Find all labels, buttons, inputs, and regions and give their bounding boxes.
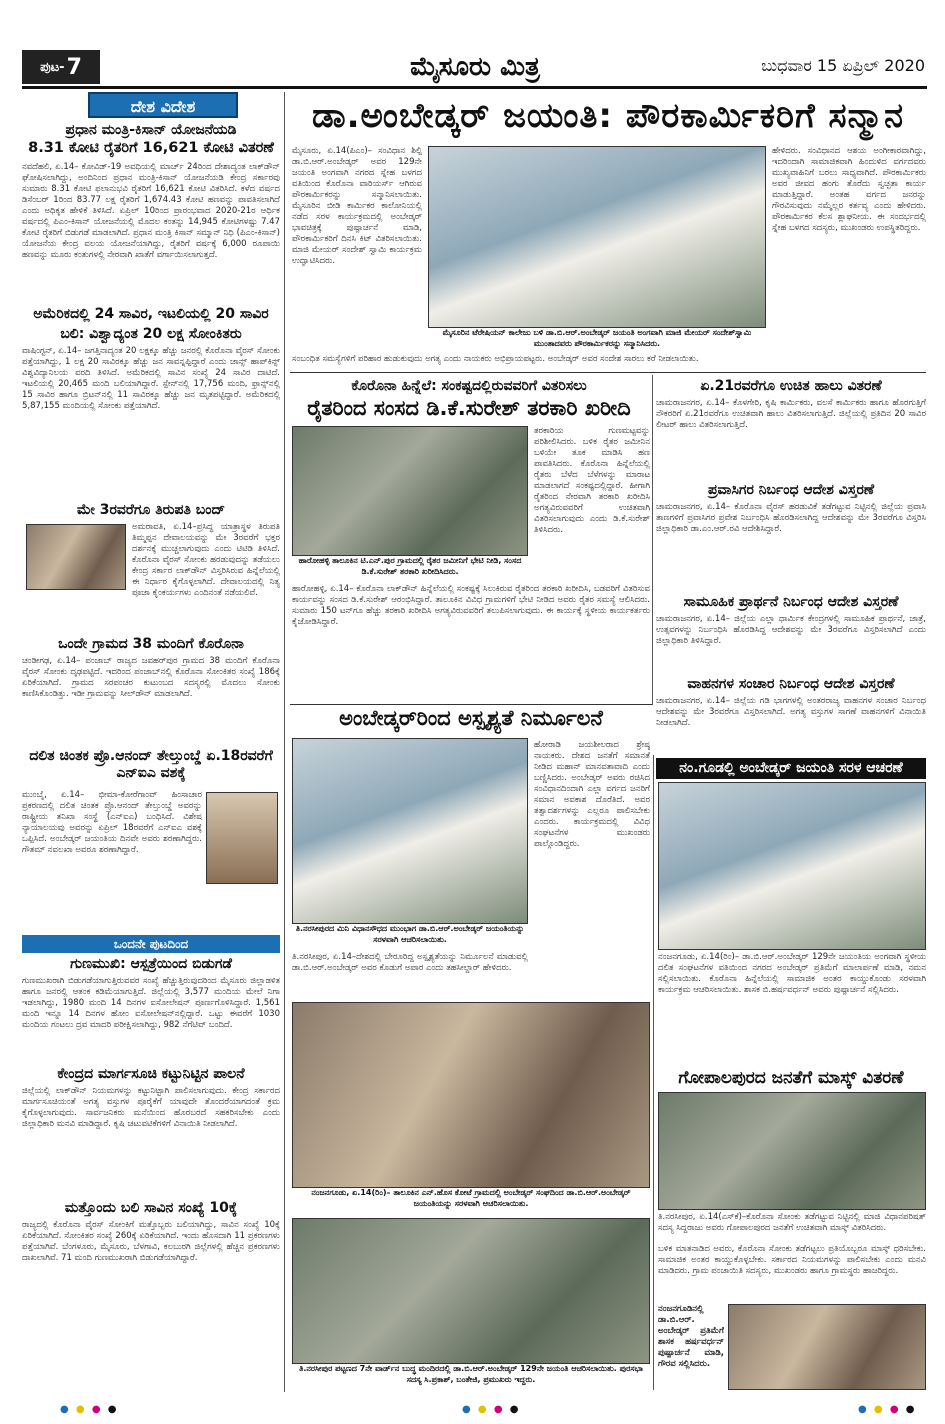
story4-headline: ಒಂದೇ ಗ್ರಾಮದ 38 ಮಂದಿಗೆ ಕೊರೊನಾ [58,636,244,652]
story1-kicker: ಪ್ರಧಾನ ಮಂತ್ರಿ-ಕಿಸಾನ್ ಯೋಜನೆಯಡಿ [65,122,237,138]
ambedkar-caption-3: ತಿ.ನರಸೀಪುರ ಪಟ್ಟಣದ 7ನೇ ವಾರ್ಡ್‌ನ ಬುದ್ಧ ಮಂದಿರದಲ್ಲಿ ಡಾ.ಬಿ.ಆರ್.ಅಂಬೇಡ್ಕರ್ 129ನೇ ಜಯಂತಿ ಆಚರಿಸಲಾಯಿತು. ಪುರಸಭಾ ಸದಸ್ಯ ಸಿ.ಪ್ರಕಾಶ್, ಬಂತೇಜಿ, ಪ್ರಮುಖರು ಇದ್ದರು. [292,1364,650,1388]
story3-body: ಅಮರಾವತಿ, ಏ.14–ಪ್ರಸಿದ್ಧ ಯಾತ್ರಾಸ್ಥಳ ತಿರುಪತಿ ತಿಮ್ಮಪ್ಪನ ದೇವಾಲಯವನ್ನು ಮೇ 3ರವರೆಗೆ ಭಕ್ತರ ದರ್ಶನಕ್ಕೆ ಮುಚ್ಚಲಾಗುವುದು ಎಂದು ಟಿಟಿಡಿ ತಿಳಿಸಿದೆ. ಕೊರೊನಾ ವೈರಸ್ ಸೋಂಕು ಹರಡುವುದನ್ನು ತಡೆಯಲು ಕೇಂದ್ರ ಸರ್ಕಾರ ಲಾಕ್‌ಡೌನ್ ವಿಸ್ತರಿಸಿರುವ ಹಿನ್ನೆಲೆಯಲ್ಲಿ ಈ ನಿರ್ಧಾರ ಕೈಗೊಳ್ಳಲಾಗಿದೆ. ದೇವಾಲಯದಲ್ಲಿ ನಿತ್ಯ ಪೂಜಾ ಕೈಂಕರ್ಯಗಳು ಎಂದಿನಂತೆ ನಡೆಯಲಿವೆ. [132,522,280,598]
section-rule [290,372,926,373]
middle-body-bottom: ಹಾರೋಹಳ್ಳಿ, ಏ.14– ಕೊರೊನಾ ಲಾಕ್‌ಡೌನ್ ಹಿನ್ನೆಲೆಯಲ್ಲಿ ಸಂಕಷ್ಟಕ್ಕೆ ಸಿಲುಕಿರುವ ರೈತರಿಂದ ತರಕಾರಿ ಖರೀದಿಸಿ, ಬಡವರಿಗೆ ವಿತರಿಸುವ ಕಾರ್ಯವನ್ನು ಸಂಸದ ಡಿ.ಕೆ.ಸುರೇಶ್ ಆರಂಭಿಸಿದ್ದಾರೆ. ತಾಲೂಕಿನ ವಿವಿಧ ಗ್ರಾಮಗಳಿಗೆ ಭೇಟಿ ನೀಡಿದ ಅವರು ರೈತರ ಸಮಸ್ಯೆ ಆಲಿಸಿದರು. ಸುಮಾರು 150 ಟನ್‌ಗೂ ಹೆಚ್ಚು ತರಕಾರಿ ಖರೀದಿಸಿ ಅಗತ್ಯವಿರುವವರಿಗೆ ತಲುಪಿಸಲಾಗುವುದು. ಈ ಕಾರ್ಯಕ್ಕೆ ಸ್ಥಳೀಯ ಕಾರ್ಯಕರ್ತರು ಕೈಜೋಡಿಸಿದ್ದಾರೆ. [292,584,650,627]
ambedkar-photo-3 [292,1218,650,1364]
lead-photo [428,146,766,328]
lead-body-left: ಮೈಸೂರು, ಏ.14(ಪಿಎಂ)– ಸಂವಿಧಾನ ಶಿಲ್ಪಿ ಡಾ.ಬಿ.ಆರ್.ಅಂಬೇಡ್ಕರ್ ಅವರ 129ನೇ ಜಯಂತಿ ಅಂಗವಾಗಿ ನಗರದ ಸ್ನೇಹ ಬಳಗದ ವತಿಯಿಂದ ಕೊರೊನಾ ವಾರಿಯರ್ಸ್ ಆಗಿರುವ ಪೌರಕಾರ್ಮಿಕರನ್ನು ಸನ್ಮಾನಿಸಲಾಯಿತು. ಮೈಸೂರಿನ ಬೀಡಿ ಕಾರ್ಮಿಕರ ಕಾಲೋನಿಯಲ್ಲಿ ನಡೆದ ಸರಳ ಕಾರ್ಯಕ್ರಮದಲ್ಲಿ ಅಂಬೇಡ್ಕರ್ ಭಾವಚಿತ್ರಕ್ಕೆ ಪುಷ್ಪಾರ್ಚನೆ ಮಾಡಿ, ಪೌರಕಾರ್ಮಿಕರಿಗೆ ದಿನಸಿ ಕಿಟ್ ವಿತರಿಸಲಾಯಿತು. ಮಾಜಿ ಮೇಯರ್ ಸಂದೇಶ್ ಸ್ವಾಮಿ ಕಾರ್ಯಕ್ರಮ ಉದ್ಘಾಟಿಸಿದರು. [292,146,422,266]
section-rule [290,704,652,705]
ambedkar-headline: ಅಂಬೇಡ್ಕರ್‌ರಿಂದ ಅಸ್ಪೃಶ್ಯತೆ ನಿರ್ಮೂಲನೆ [339,706,603,730]
mask-caption: ತಿ.ನರಸೀಪುರ, ಏ.14(ಎಸ್‌ಕೆ)–ಕೊರೊನಾ ಸೋಂಕು ತಡೆಗಟ್ಟುವ ನಿಟ್ಟಿನಲ್ಲಿ ಮಾಜಿ ವಿಧಾನಪರಿಷತ್ ಸದಸ್ಯ ಸಿದ್ದರಾಜು ಅವರು ಗೋಪಾಲಪುರದ ಜನತೆಗೆ ಉಚಿತವಾಗಿ ಮಾಸ್ಕ್ ವಿತರಿಸಿದರು. [658,1212,926,1233]
page-label: ಪುಟ- [40,59,65,75]
middle-headline: ರೈತರಿಂದ ಸಂಸದ ಡಿ.ಕೆ.ಸುರೇಶ್ ತರಕಾರಿ ಖರೀದಿ [307,396,631,420]
lead-footer-text: ಸಂಬಂಧಿತ ಸಮಸ್ಯೆಗಳಿಗೆ ಪರಿಹಾರ ಹುಡುಕುವುದು ಅಗತ್ಯ ಎಂದು ನಾಯಕರು ಅಭಿಪ್ರಾಯಪಟ್ಟರು. ಅಂಬೇಡ್ಕರ್ ಅವರ ಸಂದೇಶ ಸಾರಲು ಕರೆ ನೀಡಲಾಯಿತು. [292,354,699,364]
story3-headline: ಮೇ 3ರವರೆಗೂ ತಿರುಪತಿ ಬಂದ್ [76,502,226,518]
story2-headline: ಅಮೆರಿಕದಲ್ಲಿ 24 ಸಾವಿರ, ಇಟಲಿಯಲ್ಲಿ 20 ಸಾವಿರ [33,306,269,322]
story2-subhead: ಬಲಿ: ವಿಶ್ವಾದ್ಯಂತ 20 ಲಕ್ಷ ಸೋಂಕಿತರು [60,326,242,342]
middle-caption: ಹಾರೋಹಳ್ಳಿ ತಾಲೂಕಿನ ಟಿ.ಎನ್.ಪುರ ಗ್ರಾಮದಲ್ಲಿ ರೈತರ ಜಮೀನಿಗೆ ಭೇಟಿ ನೀಡಿ, ಸಂಸದ ಡಿ.ಕೆ.ಸುರೇಶ್ ತರಕಾರಿ ಖರೀದಿಸಿದರು. [292,556,528,580]
nanjangud-body: ನಂಜನಗೂಡು, ಏ.14(ರಿಂ)– ಡಾ.ಬಿ.ಆರ್.ಅಂಬೇಡ್ಕರ್ 129ನೇ ಜಯಂತಿಯ ಅಂಗವಾಗಿ ಸ್ಥಳೀಯ ದಲಿತ ಸಂಘಟನೆಗಳ ವತಿಯಿಂದ ನಗರದ ಅಂಬೇಡ್ಕರ್ ಪ್ರತಿಮೆಗೆ ಮಾಲಾರ್ಪಣೆ ಮಾಡಿ, ನಮನ ಸಲ್ಲಿಸಲಾಯಿತು. ಕೊರೊನಾ ಹಿನ್ನೆಲೆಯಲ್ಲಿ ಸಾಮಾಜಿಕ ಅಂತರ ಕಾಯ್ದುಕೊಂಡು ಸರಳವಾಗಿ ಕಾರ್ಯಕ್ರಮ ಆಚರಿಸಲಾಯಿತು. ಶಾಸಕ ಬಿ.ಹರ್ಷವರ್ಧನ್ ಅವರು ಪುಷ್ಪಾರ್ಚನೆ ಸಲ್ಲಿಸಿದರು. [658,952,926,995]
mask-headline: ಗೋಪಾಲಪುರದ ಜನತೆಗೆ ಮಾಸ್ಕ್ ವಿತರಣೆ [678,1068,904,1088]
middle-photo [292,426,528,556]
continued-label: ಒಂದನೇ ಪುಟದಿಂದ [22,935,280,953]
story8-headline: ಮತ್ತೊಂದು ಬಲಿ ಸಾವಿನ ಸಂಖ್ಯೆ 10ಕ್ಕೆ [64,1200,238,1216]
prayer-body: ಚಾಮರಾಜನಗರ, ಏ.14– ಜಿಲ್ಲೆಯ ಎಲ್ಲಾ ಧಾರ್ಮಿಕ ಕೇಂದ್ರಗಳಲ್ಲಿ ಸಾಮೂಹಿಕ ಪ್ರಾರ್ಥನೆ, ಜಾತ್ರೆ, ಉತ್ಸವಗಳನ್ನು ನಿರ್ಬಂಧಿಸಿ ಹೊರಡಿಸಿದ್ದ ಆದೇಶವನ್ನು ಮೇ 3ರವರೆಗೂ ವಿಸ್ತರಿಸಲಾಗಿದೆ ಎಂದು ಜಿಲ್ಲಾಧಿಕಾರಿ ತಿಳಿಸಿದ್ದಾರೆ. [656,614,926,646]
portrait-photo [206,792,278,884]
mask-body: ಬಳಿಕ ಮಾತನಾಡಿದ ಅವರು, ಕೊರೊನಾ ಸೋಂಕು ತಡೆಗಟ್ಟಲು ಪ್ರತಿಯೊಬ್ಬರೂ ಮಾಸ್ಕ್ ಧರಿಸಬೇಕು. ಸಾಮಾಜಿಕ ಅಂತರ ಕಾಯ್ದುಕೊಳ್ಳಬೇಕು. ಸರ್ಕಾರದ ನಿಯಮಗಳನ್ನು ಪಾಲಿಸಬೇಕು ಎಂದು ಮನವಿ ಮಾಡಿದರು. ಗ್ರಾಮ ಪಂಚಾಯಿತಿ ಸದಸ್ಯರು, ಮುಖಂಡರು ಹಾಗೂ ಗ್ರಾಮಸ್ಥರು ಹಾಜರಿದ್ದರು. [658,1244,926,1276]
ambedkar-body-right: ಹೋರಾಡಿ ಜಯಶೀಲರಾದ ಶ್ರೇಷ್ಠ ನಾಯಕರು. ದೇಶದ ಜನತೆಗೆ ಸಮಾನತೆ ನೀಡಿದ ಮಹಾನ್ ಮಾನವತಾವಾದಿ ಎಂದು ಬಣ್ಣಿಸಿದರು. ಅಂಬೇಡ್ಕರ್ ಅವರು ರಚಿಸಿದ ಸಂವಿಧಾನದಿಂದಾಗಿ ಎಲ್ಲಾ ವರ್ಗದ ಜನರಿಗೆ ಸಮಾನ ಅವಕಾಶ ದೊರೆತಿದೆ. ಅವರ ತತ್ವಾದರ್ಶಗಳನ್ನು ಎಲ್ಲರೂ ಪಾಲಿಸಬೇಕು ಎಂದರು. ಕಾರ್ಯಕ್ರಮದಲ್ಲಿ ವಿವಿಧ ಸಂಘಟನೆಗಳ ಮುಖಂಡರು ಪಾಲ್ಗೊಂಡಿದ್ದರು. [534,740,650,849]
story7-headline: ಕೇಂದ್ರದ ಮಾರ್ಗಸೂಚಿ ಕಟ್ಟುನಿಟ್ಟಿನ ಪಾಲನೆ [57,1066,245,1082]
registration-mark: ● ● ● ● [462,1404,521,1415]
temple-photo [26,524,126,590]
story2-body: ವಾಷಿಂಗ್ಟನ್, ಏ.14– ಜಗತ್ತಿನಾದ್ಯಂತ 20 ಲಕ್ಷಕ್ಕೂ ಹೆಚ್ಚು ಜನರಲ್ಲಿ ಕೊರೊನಾ ವೈರಸ್ ಸೋಂಕು ಪತ್ತೆಯಾಗಿದ್ದು, 1 ಲಕ್ಷ 20 ಸಾವಿರಕ್ಕೂ ಹೆಚ್ಚು ಜನ ಸಾವನ್ನಪ್ಪಿದ್ದಾರೆ ಎಂದು ಜಾನ್ಸ್ ಹಾಪ್‌ಕಿನ್ಸ್ ವಿಶ್ವವಿದ್ಯಾನಿಲಯ ವರದಿ ತಿಳಿಸಿದೆ. ಅಮೆರಿಕದಲ್ಲಿ ಸಾವಿನ ಸಂಖ್ಯೆ 24 ಸಾವಿರ ದಾಟಿದೆ. ಇಟಲಿಯಲ್ಲಿ 20,465 ಮಂದಿ ಬಲಿಯಾಗಿದ್ದಾರೆ. ಸ್ಪೇನ್‌ನಲ್ಲಿ 17,756 ಮಂದಿ, ಫ್ರಾನ್ಸ್‌ನಲ್ಲಿ 15 ಸಾವಿರ ಹಾಗೂ ಬ್ರಿಟನ್‌ನಲ್ಲಿ 11 ಸಾವಿರಕ್ಕೂ ಹೆಚ್ಚು ಜನ ಮೃತಪಟ್ಟಿದ್ದಾರೆ. ಅಮೆರಿಕದಲ್ಲಿ 5,87,155 ಮಂದಿಯಲ್ಲಿ ಸೋಂಕು ಪತ್ತೆಯಾಗಿದೆ. [22,346,280,411]
story7-body: ಜಿಲ್ಲೆಯಲ್ಲಿ ಲಾಕ್‌ಡೌನ್ ನಿಯಮಗಳನ್ನು ಕಟ್ಟುನಿಟ್ಟಾಗಿ ಪಾಲಿಸಲಾಗುವುದು. ಕೇಂದ್ರ ಸರ್ಕಾರದ ಮಾರ್ಗಸೂಚಿಯಂತೆ ಅಗತ್ಯ ವಸ್ತುಗಳ ಪೂರೈಕೆಗೆ ಯಾವುದೇ ತೊಂದರೆಯಾಗದಂತೆ ಕ್ರಮ ಕೈಗೊಳ್ಳಲಾಗುವುದು. ಸಾರ್ವಜನಿಕರು ಮನೆಯಿಂದ ಹೊರಬರದೆ ಸಹಕರಿಸಬೇಕು ಎಂದು ಜಿಲ್ಲಾಧಿಕಾರಿ ಮನವಿ ಮಾಡಿದ್ದಾರೆ. ಕೃಷಿ ಚಟುವಟಿಕೆಗಳಿಗೆ ವಿನಾಯಿತಿ ನೀಡಲಾಗಿದೆ. [22,1086,280,1129]
tourism-headline: ಪ್ರವಾಸಿಗರ ನಿರ್ಬಂಧ ಆದೇಶ ವಿಸ್ತರಣೆ [707,482,875,498]
column-divider [652,375,653,705]
page-number: 7 [66,54,82,80]
ambedkar-body-left: ತಿ.ನರಸೀಪುರ, ಏ.14–ದೇಶದಲ್ಲಿ ಬೇರೂರಿದ್ದ ಅಸ್ಪೃಶ್ಯತೆಯನ್ನು ನಿರ್ಮೂಲನೆ ಮಾಡುವಲ್ಲಿ ಡಾ.ಬಿ.ಆರ್.ಅಂಬೇಡ್ಕರ್ ಅವರ ಕೊಡುಗೆ ಅಪಾರ ಎಂದು ತಹಸೀಲ್ದಾರ್ ಹೇಳಿದರು. [292,952,528,973]
story6-headline: ಗುಣಮುಖಿ: ಆಸ್ಪತ್ರೆಯಿಂದ ಬಿಡುಗಡೆ [70,956,232,972]
section-label: ದೇಶ ವಿದೇಶ [88,92,238,118]
issue-date: ಬುಧವಾರ 15 ಏಪ್ರಿಲ್ 2020 [761,56,925,75]
mask-photo [658,1092,926,1210]
lead-headline: ಡಾ.ಅಂಬೇಡ್ಕರ್ ಜಯಂತಿ: ಪೌರಕಾರ್ಮಿಕರಿಗೆ ಸನ್ಮಾನ [311,96,905,136]
story8-body: ರಾಜ್ಯದಲ್ಲಿ ಕೊರೊನಾ ವೈರಸ್ ಸೋಂಕಿಗೆ ಮತ್ತೊಬ್ಬರು ಬಲಿಯಾಗಿದ್ದು, ಸಾವಿನ ಸಂಖ್ಯೆ 10ಕ್ಕೆ ಏರಿಕೆಯಾಗಿದೆ. ಸೋಂಕಿತರ ಸಂಖ್ಯೆ 260ಕ್ಕೆ ಏರಿಕೆಯಾಗಿದೆ. ಇಂದು ಹೊಸದಾಗಿ 11 ಪ್ರಕರಣಗಳು ಪತ್ತೆಯಾಗಿವೆ. ಬೆಂಗಳೂರು, ಮೈಸೂರು, ಬೆಳಗಾವಿ, ಕಲಬುರಗಿ ಜಿಲ್ಲೆಗಳಲ್ಲಿ ಹೆಚ್ಚಿನ ಪ್ರಕರಣಗಳು ದಾಖಲಾಗಿವೆ. 71 ಮಂದಿ ಗುಣಮುಖರಾಗಿ ಬಿಡುಗಡೆಯಾಗಿದ್ದಾರೆ. [22,1220,280,1263]
lead-caption: ಮೈಸೂರಿನ ಟೆರೇಷಿಯನ್ ಕಾಲೇಜು ಬಳಿ ಡಾ.ಬಿ.ಆರ್.ಅಂಬೇಡ್ಕರ್ ಜಯಂತಿ ಅಂಗವಾಗಿ ಮಾಜಿ ಮೇಯರ್ ಸಂದೇಶ್‌ಸ್ವಾಮಿ ಮುಂತಾದವರು ಪೌರಕಾರ್ಮಿಕರನ್ನು ಸನ್ಮಾನಿಸಿದರು. [428,328,766,352]
lead-body-right: ಹೇಳಿದರು. ಸಂವಿಧಾನದ ಆಶಯ ಅಂಗೀಕಾರವಾಗಿದ್ದು, ಇದರಿಂದಾಗಿ ಸಾಮಾಜಿಕವಾಗಿ ಹಿಂದುಳಿದ ವರ್ಗದವರು ಮುಖ್ಯವಾಹಿನಿಗೆ ಬರಲು ಸಾಧ್ಯವಾಗಿದೆ. ಪೌರಕಾರ್ಮಿಕರು ಅವರ ಜೀವದ ಹಂಗು ತೊರೆದು ಸ್ವಚ್ಛತಾ ಕಾರ್ಯ ಮಾಡುತ್ತಿದ್ದಾರೆ. ಅಂತಹ ವರ್ಗದ ಜನರನ್ನು ಗೌರವಿಸುವುದು ನಮ್ಮೆಲ್ಲರ ಕರ್ತವ್ಯ ಎಂದು ಹೇಳಿದರು. ಪೌರಕಾರ್ಮಿಕರ ಕೆಲಸ ಶ್ಲಾಘನೀಯ. ಈ ಸಂದರ್ಭದಲ್ಲಿ ಸ್ನೇಹ ಬಳಗದ ಸದಸ್ಯರು, ಮುಖಂಡರು ಉಪಸ್ಥಿತರಿದ್ದರು. [772,146,926,233]
story6-body: ಗುಣಮುಖರಾಗಿ ಬಿಡುಗಡೆಯಾಗುತ್ತಿರುವವರ ಸಂಖ್ಯೆ ಹೆಚ್ಚುತ್ತಿರುವುದರಿಂದ ಮೈಸೂರು ಜಿಲ್ಲಾಡಳಿತ ಹಾಗೂ ಜನರಲ್ಲಿ ಆತಂಕ ಕಡಿಮೆಯಾಗುತ್ತಿದೆ. ಜಿಲ್ಲೆಯಲ್ಲಿ 3,577 ಮಂದಿಯ ಮೇಲೆ ನಿಗಾ ಇಡಲಾಗಿದ್ದು, 1980 ಮಂದಿ 14 ದಿನಗಳ ಐಸೋಲೇಷನ್ ಪೂರ್ಣಗೊಳಿಸಿದ್ದಾರೆ. 1,561 ಮಂದಿ ಇನ್ನೂ 14 ದಿನಗಳ ಹೋಂ ಐಸೋಲೇಷನ್‌ನಲ್ಲಿದ್ದಾರೆ. ಒಟ್ಟು ಈವರೆಗೆ 1030 ಮಂದಿಯ ಗಂಟಲು ದ್ರವ ಮಾದರಿ ಪರೀಕ್ಷಿಸಲಾಗಿದ್ದು, 982 ನೆಗೆಟಿವ್ ಬಂದಿದೆ. [22,976,280,1030]
page-number-box [22,50,100,84]
registration-mark: ● ● ● ● [858,1404,917,1415]
middle-kicker: ಕೊರೊನಾ ಹಿನ್ನೆಲೆ: ಸಂಕಷ್ಟದಲ್ಲಿರುವವರಿಗೆ ವಿತರಿಸಲು [351,378,587,394]
story1-headline: 8.31 ಕೋಟಿ ರೈತರಿಗೆ 16,621 ಕೋಟಿ ವಿತರಣೆ [28,140,274,156]
milk-headline: ಏ.21ರವರೆಗೂ ಉಚಿತ ಹಾಲು ವಿತರಣೆ [700,378,882,394]
nanjangud-photo [658,782,926,950]
ambedkar-photo-1 [292,738,528,924]
registration-mark: ● ● ● ● [60,1404,119,1415]
ambedkar-photo-2 [292,1002,650,1188]
newspaper-title: ಮೈಸೂರು ಮಿತ್ರ [410,52,540,82]
story5-body: ಮುಂಬೈ, ಏ.14– ಭೀಮಾ-ಕೋರೆಗಾಂವ್ ಹಿಂಸಾಚಾರ ಪ್ರಕರಣದಲ್ಲಿ ದಲಿತ ಚಿಂತಕ ಪ್ರೊ.ಆನಂದ್ ತೇಲ್ತುಂಬ್ಡೆ ಅವರನ್ನು ರಾಷ್ಟ್ರೀಯ ತನಿಖಾ ಸಂಸ್ಥೆ (ಎನ್‌ಐಎ) ಬಂಧಿಸಿದೆ. ವಿಶೇಷ ನ್ಯಾಯಾಲಯವು ಅವರನ್ನು ಏಪ್ರಿಲ್ 18ರವರೆಗೆ ಎನ್‌ಐಎ ವಶಕ್ಕೆ ಒಪ್ಪಿಸಿದೆ. ಅಂಬೇಡ್ಕರ್ ಜಯಂತಿಯ ದಿನವೇ ಅವರು ಶರಣಾಗಿದ್ದರು. ಗೌತಮ್ ನವಲಖಾ ಅವರೂ ಶರಣಾಗಿದ್ದಾರೆ. [22,790,202,855]
milk-body: ಚಾಮರಾಜನಗರ, ಏ.14– ಕೊಳಗೇರಿ, ಕೃಷಿ ಕಾರ್ಮಿಕರು, ವಲಸೆ ಕಾರ್ಮಿಕರು ಹಾಗೂ ಹೊರಗುತ್ತಿಗೆ ನೌಕರರಿಗೆ ಏ.21ರವರೆಗೂ ಉಚಿತವಾಗಿ ಹಾಲು ವಿತರಿಸಲಾಗುತ್ತಿದೆ. ಜಿಲ್ಲೆಯಲ್ಲಿ ಪ್ರತಿದಿನ 20 ಸಾವಿರ ಲೀಟರ್ ಹಾಲು ವಿತರಿಸಲಾಗುತ್ತಿದೆ. [656,398,926,430]
vehicle-headline: ವಾಹನಗಳ ಸಂಚಾರ ನಿರ್ಬಂಧ ಆದೇಶ ವಿಸ್ತರಣೆ [687,676,895,692]
column-divider [284,92,285,1392]
statue-photo [728,1304,926,1390]
nanjangud-headline: ನಂ.ಗೂಡಲ್ಲಿ ಅಂಬೇಡ್ಕರ್ ಜಯಂತಿ ಸರಳ ಆಚರಣೆ [656,758,926,779]
vehicle-body: ಚಾಮರಾಜನಗರ, ಏ.14– ಜಿಲ್ಲೆಯ ಗಡಿ ಭಾಗಗಳಲ್ಲಿ ಅಂತರರಾಜ್ಯ ವಾಹನಗಳ ಸಂಚಾರ ನಿರ್ಬಂಧ ಆದೇಶವನ್ನು ಮೇ 3ರವರೆಗೂ ವಿಸ್ತರಿಸಲಾಗಿದೆ. ಅಗತ್ಯ ವಸ್ತುಗಳ ಸಾಗಣೆ ವಾಹನಗಳಿಗೆ ವಿನಾಯಿತಿ ನೀಡಲಾಗಿದೆ. [656,696,926,728]
masthead-rule [22,86,927,89]
ambedkar-caption-2: ನಂಜನಗೂಡು, ಏ.14(ರಿಂ)– ತಾಲೂಕಿನ ಎನ್.ಹೊಸ ಕೋಟೆ ಗ್ರಾಮದಲ್ಲಿ ಅಂಬೇಡ್ಕರ್ ಸಂಘದಿಂದ ಡಾ.ಬಿ.ಆರ್.ಅಂಬೇಡ್ಕರ್ ಜಯಂತಿಯನ್ನು ಸರಳವಾಗಿ ಆಚರಿಸಲಾಯಿತು. [292,1188,650,1214]
ambedkar-caption-1: ತಿ.ನರಸೀಪುರದ ಮಿನಿ ವಿಧಾನಸೌಧದ ಮುಂಭಾಗ ಡಾ.ಬಿ.ಆರ್.ಅಂಬೇಡ್ಕರ್ ಜಯಂತಿಯನ್ನು ಸರಳವಾಗಿ ಆಚರಿಸಲಾಯಿತು. [292,924,528,948]
prayer-headline: ಸಾಮೂಹಿಕ ಪ್ರಾರ್ಥನೆ ನಿರ್ಬಂಧ ಆದೇಶ ವಿಸ್ತರಣೆ [683,594,899,610]
story4-body: ಚಂಡೀಗಢ, ಏ.14– ಪಂಜಾಬ್ ರಾಜ್ಯದ ಜವಹರ್‌ಪುರ ಗ್ರಾಮದ 38 ಮಂದಿಗೆ ಕೊರೊನಾ ವೈರಸ್ ಸೋಂಕು ದೃಢಪಟ್ಟಿದೆ. ಇದರಿಂದ ಪಂಜಾಬ್‌ನಲ್ಲಿ ಕೊರೊನಾ ಸೋಂಕಿತರ ಸಂಖ್ಯೆ 186ಕ್ಕೆ ಏರಿಕೆಯಾಗಿದೆ. ಗ್ರಾಮದ ಸರಪಂಚರ ಕುಟುಂಬದ ಸದಸ್ಯರಲ್ಲಿ ಮೊದಲು ಸೋಂಕು ಕಾಣಿಸಿಕೊಂಡಿತ್ತು. ಇಡೀ ಗ್ರಾಮವನ್ನು ಸೀಲ್‌ಡೌನ್ ಮಾಡಲಾಗಿದೆ. [22,656,280,699]
tourism-body: ಚಾಮರಾಜನಗರ, ಏ.14– ಕೊರೊನಾ ವೈರಸ್ ಹರಡುವಿಕೆ ತಡೆಗಟ್ಟುವ ನಿಟ್ಟಿನಲ್ಲಿ ಜಿಲ್ಲೆಯ ಪ್ರವಾಸಿ ತಾಣಗಳಿಗೆ ಪ್ರವಾಸಿಗರ ಪ್ರವೇಶ ನಿರ್ಬಂಧಿಸಿ ಹೊರಡಿಸಲಾಗಿದ್ದ ಆದೇಶವನ್ನು ಮೇ 3ರವರೆಗೂ ವಿಸ್ತರಿಸಿ ಜಿಲ್ಲಾಧಿಕಾರಿ ಡಾ.ಎಂ.ಆರ್.ರವಿ ಆದೇಶಿಸಿದ್ದಾರೆ. [656,502,926,534]
mask-small-caption: ನಂಜನಗೂಡಿನಲ್ಲಿ ಡಾ.ಬಿ.ಆರ್. ಅಂಬೇಡ್ಕರ್ ಪ್ರತಿಮೆಗೆ ಶಾಸಕ ಹರ್ಷವರ್ಧನ್ ಪುಷ್ಪಾರ್ಚನೆ ಮಾಡಿ, ಗೌರವ ಸಲ್ಲಿಸಿದರು. [658,1304,724,1369]
story5-headline: ದಲಿತ ಚಿಂತಕ ಪ್ರೊ.ಆನಂದ್ ತೇಲ್ತುಂಬ್ಡೆ ಏ.18ರವರೆಗೆ ಎನ್‌ಐಎ ವಶಕ್ಕೆ [29,748,273,781]
story1-body: ನವದೆಹಲಿ, ಏ.14– ಕೋವಿಡ್-19 ಅವಧಿಯಲ್ಲಿ ಮಾರ್ಚ್ 24ರಿಂದ ದೇಶಾದ್ಯಂತ ಲಾಕ್‌ಡೌನ್ ಘೋಷಿಸಲಾಗಿದ್ದು, ಅಂದಿನಿಂದ ಪ್ರಧಾನ ಮಂತ್ರಿ-ಕಿಸಾನ್ ಯೋಜನೆಯಡಿ ಕೇಂದ್ರ ಸರ್ಕಾರವು ಸುಮಾರು 8.31 ಕೋಟಿ ಫಲಾನುಭವಿ ರೈತರಿಗೆ 16,621 ಕೋಟಿ ವಿತರಿಸಿದೆ. ಕಳೆದ ವರ್ಷದ ಡಿಸೆಂಬರ್ 1ರಿಂದ 83.77 ಲಕ್ಷ ರೈತರಿಗೆ 1,674.43 ಕೋಟಿ ಹಣವನ್ನು ಪಾವತಿಸಲಾಗಿದೆ ಎಂದು ಅಧಿಕೃತ ಹೇಳಿಕೆ ತಿಳಿಸಿದೆ. ಏಪ್ರಿಲ್ 10ರಿಂದ ಪ್ರಾರಂಭವಾದ 2020-21ರ ಆರ್ಥಿಕ ವರ್ಷದಲ್ಲಿ ಪಿಎಂ-ಕಿಸಾನ್ ಯೋಜನೆಯಲ್ಲಿ ಮೊದಲ ಕಂತನ್ನು 14,945 ಕೋಟಿಗಳಷ್ಟು 7.47 ಕೋಟಿ ರೈತರಿಗೆ ಬಿಡುಗಡೆ ಮಾಡಲಾಗಿದೆ. ಪ್ರಧಾನ ಮಂತ್ರಿ ಕಿಸಾನ್ ಸಮ್ಮಾನ್ ನಿಧಿ (ಪಿಎಂ-ಕಿಸಾನ್) ಯೋಜನೆಯ ಕೇಂದ್ರ ವಲಯ ಯೋಜನೆಯಾಗಿದ್ದು, ರೈತರಿಗೆ ವರ್ಷಕ್ಕೆ 6,000 ರೂಪಾಯಿ ಹಣವನ್ನು ಮೂರು ಕಂತುಗಳಲ್ಲಿ ನೇರವಾಗಿ ಖಾತೆಗೆ ವರ್ಗಾಯಿಸಲಾಗುತ್ತದೆ. [22,162,280,260]
middle-body-right: ತರಕಾರಿಯ ಗುಣಮಟ್ಟವನ್ನು ಪರಿಶೀಲಿಸಿದರು. ಬಳಿಕ ರೈತರ ಜಮೀನಿನ ಬಳಿಯೇ ತೂಕ ಮಾಡಿಸಿ ಹಣ ಪಾವತಿಸಿದರು. ಕೊರೊನಾ ಹಿನ್ನೆಲೆಯಲ್ಲಿ ರೈತರು ಬೆಳೆದ ಬೆಳೆಗಳನ್ನು ಮಾರಾಟ ಮಾಡಲಾಗದೆ ಸಂಕಷ್ಟದಲ್ಲಿದ್ದಾರೆ. ಹೀಗಾಗಿ ರೈತರಿಂದ ನೇರವಾಗಿ ತರಕಾರಿ ಖರೀದಿಸಿ ಅಗತ್ಯವಿರುವವರಿಗೆ ಉಚಿತವಾಗಿ ವಿತರಿಸಲಾಗುವುದು ಎಂದು ಡಿ.ಕೆ.ಸುರೇಶ್ ತಿಳಿಸಿದರು. [534,426,650,535]
column-divider [653,755,654,1390]
